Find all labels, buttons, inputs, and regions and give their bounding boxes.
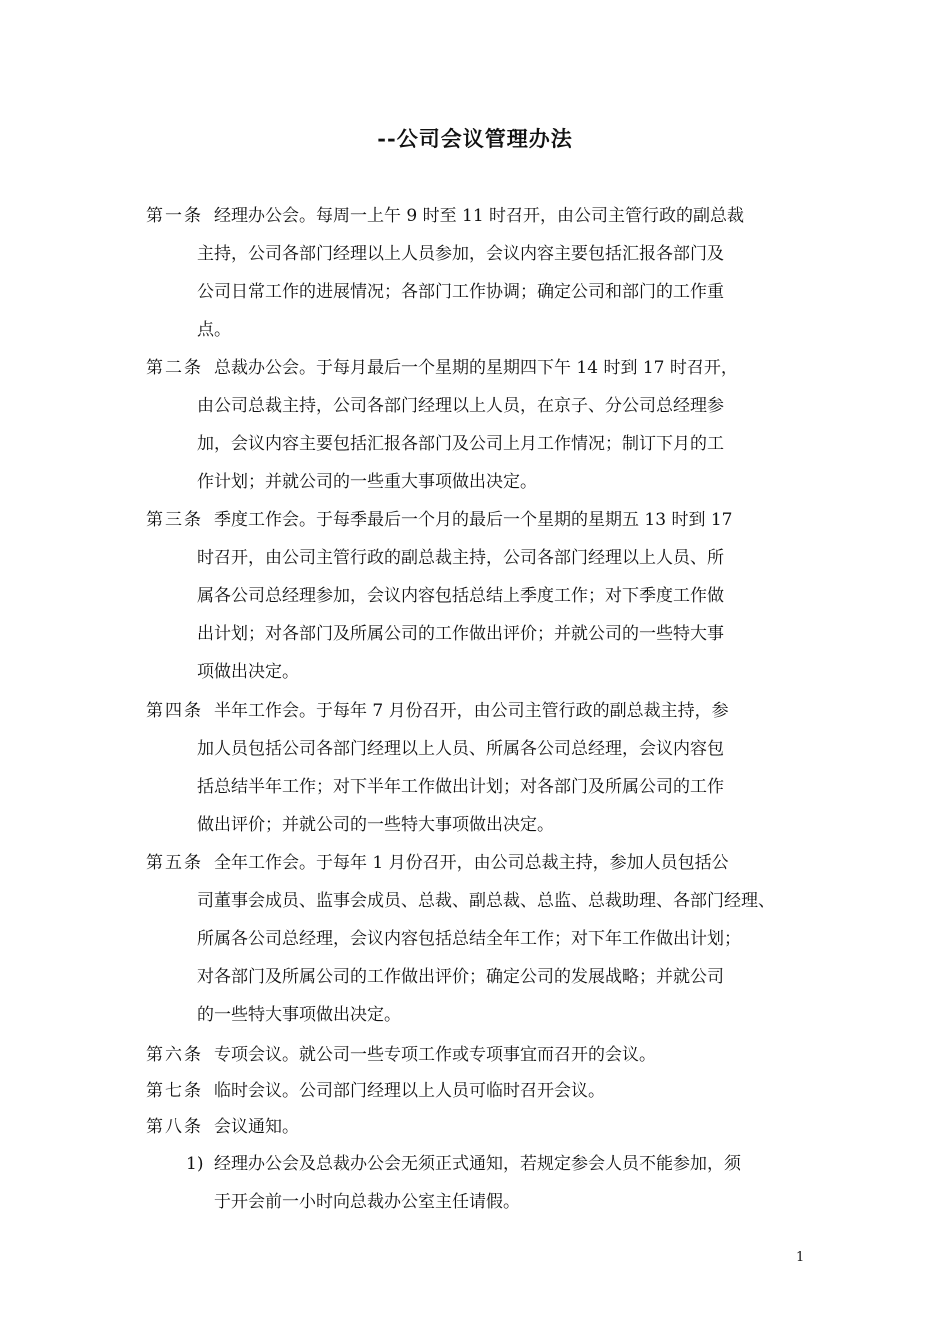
subitem-number: 1) [186, 1154, 204, 1174]
article-line: 经理办公会。每周一上午 9 时至 11 时召开，由公司主管行政的副总裁 [214, 206, 745, 226]
article-body [214, 1072, 826, 1110]
article-line: 司董事会成员、监事会成员、总裁、副总裁、总监、总裁助理、各部门经理、 [197, 891, 775, 911]
article-line: 做出评价；并就公司的一些特大事项做出决定。 [197, 815, 554, 835]
article-line: 由公司总裁主持，公司各部门经理以上人员，在京子、分公司总经理参 [197, 396, 724, 416]
article-label: 第六条 [146, 1045, 203, 1065]
article-body [197, 844, 826, 1034]
article-line: 临时会议。公司部门经理以上人员可临时召开会议。 [214, 1081, 605, 1101]
article-label: 第二条 [146, 358, 203, 378]
subitem-body [214, 1145, 826, 1221]
article-line: 全年工作会。于每年 1 月份召开，由公司总裁主持，参加人员包括公 [214, 853, 729, 873]
article-line: 对各部门及所属公司的工作做出评价；确定公司的发展战略；并就公司 [197, 967, 724, 987]
article-line: 主持，公司各部门经理以上人员参加，会议内容主要包括汇报各部门及 [197, 244, 724, 264]
article-body [197, 197, 826, 349]
subitem-line: 经理办公会及总裁办公会无须正式通知，若规定参会人员不能参加，须 [214, 1154, 741, 1174]
article-body [197, 501, 826, 691]
article-body [197, 692, 826, 844]
article-label: 第三条 [146, 510, 203, 530]
article-line: 括总结半年工作；对下半年工作做出计划；对各部门及所属公司的工作 [197, 777, 724, 797]
article-line: 出计划；对各部门及所属公司的工作做出评价；并就公司的一些特大事 [197, 624, 724, 644]
article-line: 加人员包括公司各部门经理以上人员、所属各公司总经理，会议内容包 [197, 739, 724, 759]
article-body [214, 1036, 826, 1074]
article-line: 加，会议内容主要包括汇报各部门及公司上月工作情况；制订下月的工 [197, 434, 724, 454]
document-title: --公司会议管理办法 [377, 126, 573, 151]
article-line: 作计划；并就公司的一些重大事项做出决定。 [197, 472, 537, 492]
article-line: 点。 [197, 320, 231, 340]
article-body [197, 349, 826, 501]
page-number: 1 [796, 1250, 805, 1265]
article-line: 的一些特大事项做出决定。 [197, 1005, 401, 1025]
article-body [214, 1108, 826, 1146]
article-line: 项做出决定。 [197, 662, 299, 682]
article-line: 总裁办公会。于每月最后一个星期的星期四下午 14 时到 17 时召开， [214, 358, 738, 378]
subitem-line: 于开会前一小时向总裁办公室主任请假。 [214, 1192, 520, 1212]
article-label: 第七条 [146, 1081, 203, 1101]
article-line: 专项会议。就公司一些专项工作或专项事宜而召开的会议。 [214, 1045, 656, 1065]
article-line: 属各公司总经理参加，会议内容包括总结上季度工作；对下季度工作做 [197, 586, 724, 606]
article-line: 所属各公司总经理，会议内容包括总结全年工作；对下年工作做出计划； [197, 929, 741, 949]
article-label: 第八条 [146, 1117, 203, 1137]
article-line: 公司日常工作的进展情况；各部门工作协调；确定公司和部门的工作重 [197, 282, 724, 302]
article-line: 季度工作会。于每季最后一个月的最后一个星期的星期五 13 时到 17 [214, 510, 733, 530]
article-label: 第五条 [146, 853, 203, 873]
article-line: 时召开，由公司主管行政的副总裁主持，公司各部门经理以上人员、所 [197, 548, 724, 568]
article-label: 第一条 [146, 206, 203, 226]
article-label: 第四条 [146, 701, 203, 721]
article-line: 会议通知。 [214, 1117, 299, 1137]
article-line: 半年工作会。于每年 7 月份召开，由公司主管行政的副总裁主持，参 [214, 701, 729, 721]
